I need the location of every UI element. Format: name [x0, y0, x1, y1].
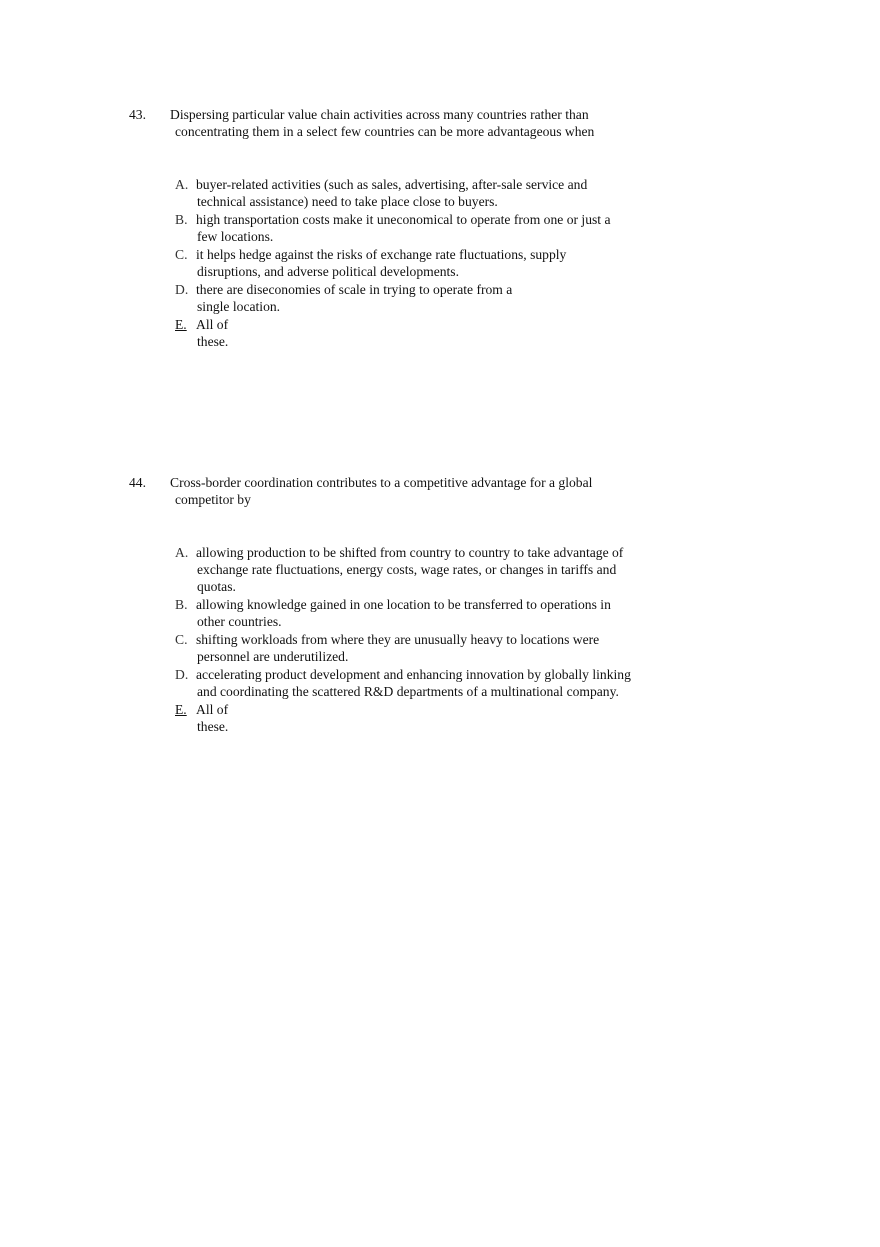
option-text-line: few locations. [197, 229, 274, 244]
option-letter: C. [175, 247, 188, 262]
option-text-line: quotas. [197, 579, 236, 594]
question-stem-line: concentrating them in a select few countries can be more advantageous when [175, 124, 595, 139]
option-text-line: exchange rate fluctuations, energy costs, wage rates, or changes in tariffs and [197, 562, 617, 577]
option-text-line: allowing knowledge gained in one location to be transferred to operations in [196, 597, 611, 612]
option-text-line: it helps hedge against the risks of exchange rate fluctuations, supply [196, 247, 567, 262]
question-44 [129, 474, 689, 749]
option-a [175, 176, 689, 210]
option-text-line: disruptions, and adverse political developments. [197, 264, 459, 279]
option-b [175, 596, 689, 630]
option-text-line: shifting workloads from where they are unusually heavy to locations were [196, 632, 600, 647]
option-text-line: and coordinating the scattered R&D departments of a multinational company. [197, 684, 619, 699]
option-letter: B. [175, 212, 188, 227]
option-text-line: personnel are underutilized. [197, 649, 349, 664]
option-text-line: accelerating product development and enhancing innovation by globally linking [196, 667, 631, 682]
option-text-line: these. [197, 719, 229, 734]
option-text-line: technical assistance) need to take place close to buyers. [197, 194, 498, 209]
option-c [175, 246, 689, 280]
question-number: 44. [129, 475, 146, 490]
question-stem [129, 106, 689, 140]
answer-options [175, 176, 689, 350]
option-text-line: these. [197, 334, 229, 349]
option-text-line: single location. [197, 299, 281, 314]
option-text-line: there are diseconomies of scale in trying to operate from a [196, 282, 513, 297]
option-d [175, 666, 689, 700]
option-letter: D. [175, 282, 189, 297]
question-number: 43. [129, 107, 146, 122]
option-d [175, 281, 689, 315]
option-letter: A. [175, 177, 189, 192]
option-letter: A. [175, 545, 189, 560]
option-b [175, 211, 689, 245]
question-43 [129, 106, 689, 364]
option-a [175, 544, 689, 595]
option-letter: C. [175, 632, 188, 647]
option-letter: D. [175, 667, 189, 682]
question-stem-line: Cross-border coordination contributes to a competitive advantage for a global [170, 475, 593, 490]
option-text-line: other countries. [197, 614, 282, 629]
option-letter: B. [175, 597, 188, 612]
option-text-line: high transportation costs make it uneconomical to operate from one or just a [196, 212, 611, 227]
option-e [175, 701, 689, 735]
option-letter-correct: E. [175, 702, 187, 717]
option-text-line: All of [196, 317, 229, 332]
option-text-line: All of [196, 702, 229, 717]
answer-options [175, 544, 689, 735]
question-stem-line: competitor by [175, 492, 251, 507]
question-stem [129, 474, 689, 508]
question-stem-line: Dispersing particular value chain activities across many countries rather than [170, 107, 589, 122]
option-letter-correct: E. [175, 317, 187, 332]
option-c [175, 631, 689, 665]
option-text-line: allowing production to be shifted from country to country to take advantage of [196, 545, 624, 560]
option-e [175, 316, 689, 350]
option-text-line: buyer-related activities (such as sales, advertising, after-sale service and [196, 177, 588, 192]
